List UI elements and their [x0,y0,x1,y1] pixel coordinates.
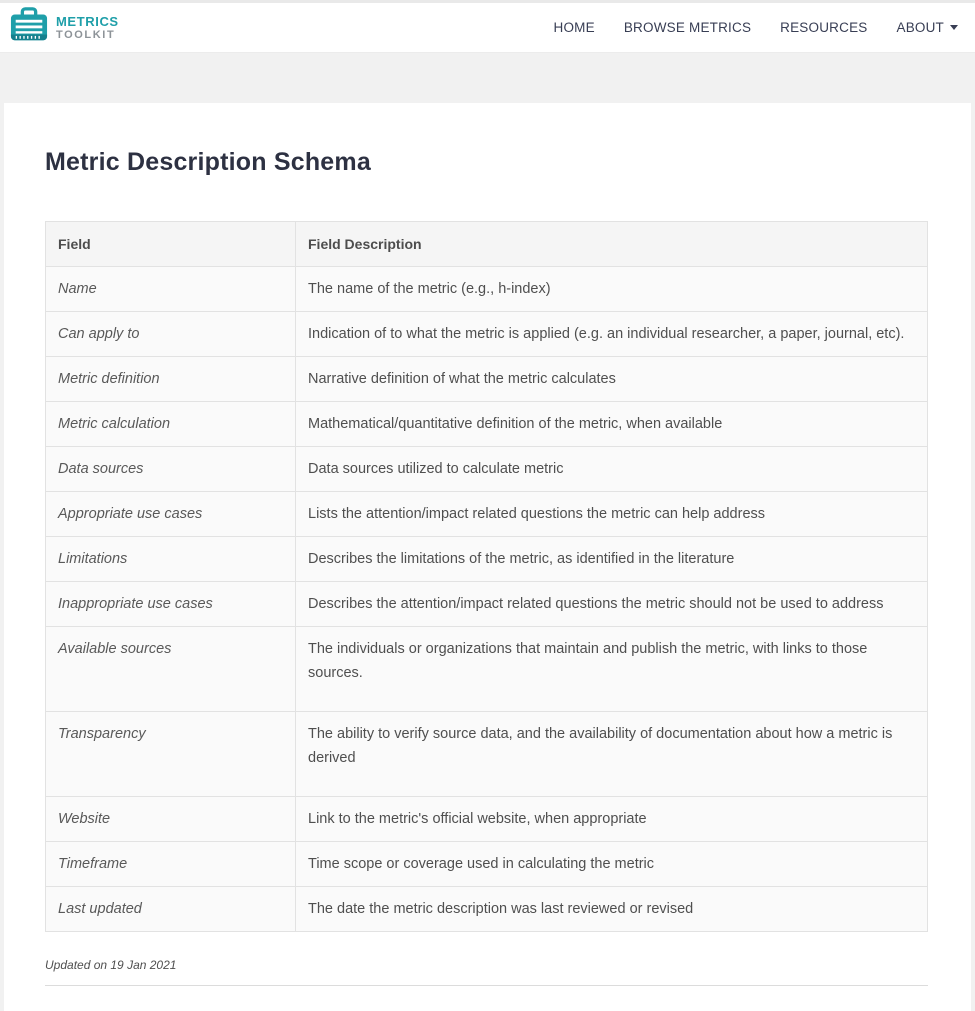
table-row [46,312,928,357]
field-description-cell: Link to the metric's official website, when appropriate [296,797,928,842]
field-description-cell: Indication of to what the metric is applied (e.g. an individual researcher, a paper, journal, etc). [296,312,928,357]
field-description-cell: The date the metric description was last reviewed or revised [296,887,928,932]
nav-item-resources[interactable] [780,20,867,35]
field-description-cell: Lists the attention/impact related questions the metric can help address [296,492,928,537]
column-header-field: Field [46,222,296,267]
table-row [46,627,928,712]
page-title: Metric Description Schema [45,148,371,176]
chevron-down-icon [950,25,958,30]
field-description-cell: Describes the limitations of the metric, as identified in the literature [296,537,928,582]
nav-item-resources-label: RESOURCES [780,20,868,35]
table-row [46,402,928,447]
toolbox-icon [8,6,50,49]
field-name-cell: Transparency [46,712,296,797]
field-description-cell: The individuals or organizations that maintain and publish the metric, with links to those sources. [296,627,928,712]
field-name-cell: Inappropriate use cases [46,582,296,627]
table-row [46,887,928,932]
table-row [46,267,928,312]
metrics-toolkit-logo[interactable] [8,6,119,49]
column-header-field-description: Field Description [296,222,928,267]
field-name-cell: Appropriate use cases [46,492,296,537]
field-description-cell: Narrative definition of what the metric calculates [296,357,928,402]
main-content [4,103,971,1011]
field-description-cell: Describes the attention/impact related questions the metric should not be used to address [296,582,928,627]
table-row [46,712,928,797]
nav-item-about-label: ABOUT [896,20,944,35]
table-row [46,447,928,492]
table-row [46,357,928,402]
field-description-cell: Data sources utilized to calculate metric [296,447,928,492]
field-name-cell: Timeframe [46,842,296,887]
table-row [46,842,928,887]
updated-note: Updated on 19 Jan 2021 [45,958,177,972]
main-nav [554,20,958,35]
logo-line-metrics: METRICS [56,13,119,29]
logo-line-toolkit: TOOLKIT [56,28,116,41]
field-name-cell: Can apply to [46,312,296,357]
field-name-cell: Metric definition [46,357,296,402]
field-name-cell: Last updated [46,887,296,932]
nav-item-browse-metrics[interactable] [624,20,751,35]
field-description-cell: Time scope or coverage used in calculating the metric [296,842,928,887]
schema-table [45,221,928,932]
field-name-cell: Data sources [46,447,296,492]
table-row [46,582,928,627]
field-name-cell: Website [46,797,296,842]
navbar [0,3,975,53]
table-header-row [46,222,928,267]
table-row [46,492,928,537]
field-description-cell: The ability to verify source data, and the availability of documentation about how a metric is derived [296,712,928,797]
table-row [46,797,928,842]
table-row [46,537,928,582]
nav-item-about[interactable] [896,20,958,35]
field-description-cell: The name of the metric (e.g., h-index) [296,267,928,312]
field-name-cell: Name [46,267,296,312]
field-name-cell: Limitations [46,537,296,582]
field-description-cell: Mathematical/quantitative definition of the metric, when available [296,402,928,447]
nav-item-browse-metrics-label: BROWSE METRICS [623,20,752,35]
bottom-divider [45,985,928,986]
logo-wordmark [56,15,119,41]
hero-band [0,53,975,103]
field-name-cell: Available sources [46,627,296,712]
field-name-cell: Metric calculation [46,402,296,447]
nav-item-home[interactable] [554,20,595,35]
nav-item-home-label: HOME [553,20,595,35]
